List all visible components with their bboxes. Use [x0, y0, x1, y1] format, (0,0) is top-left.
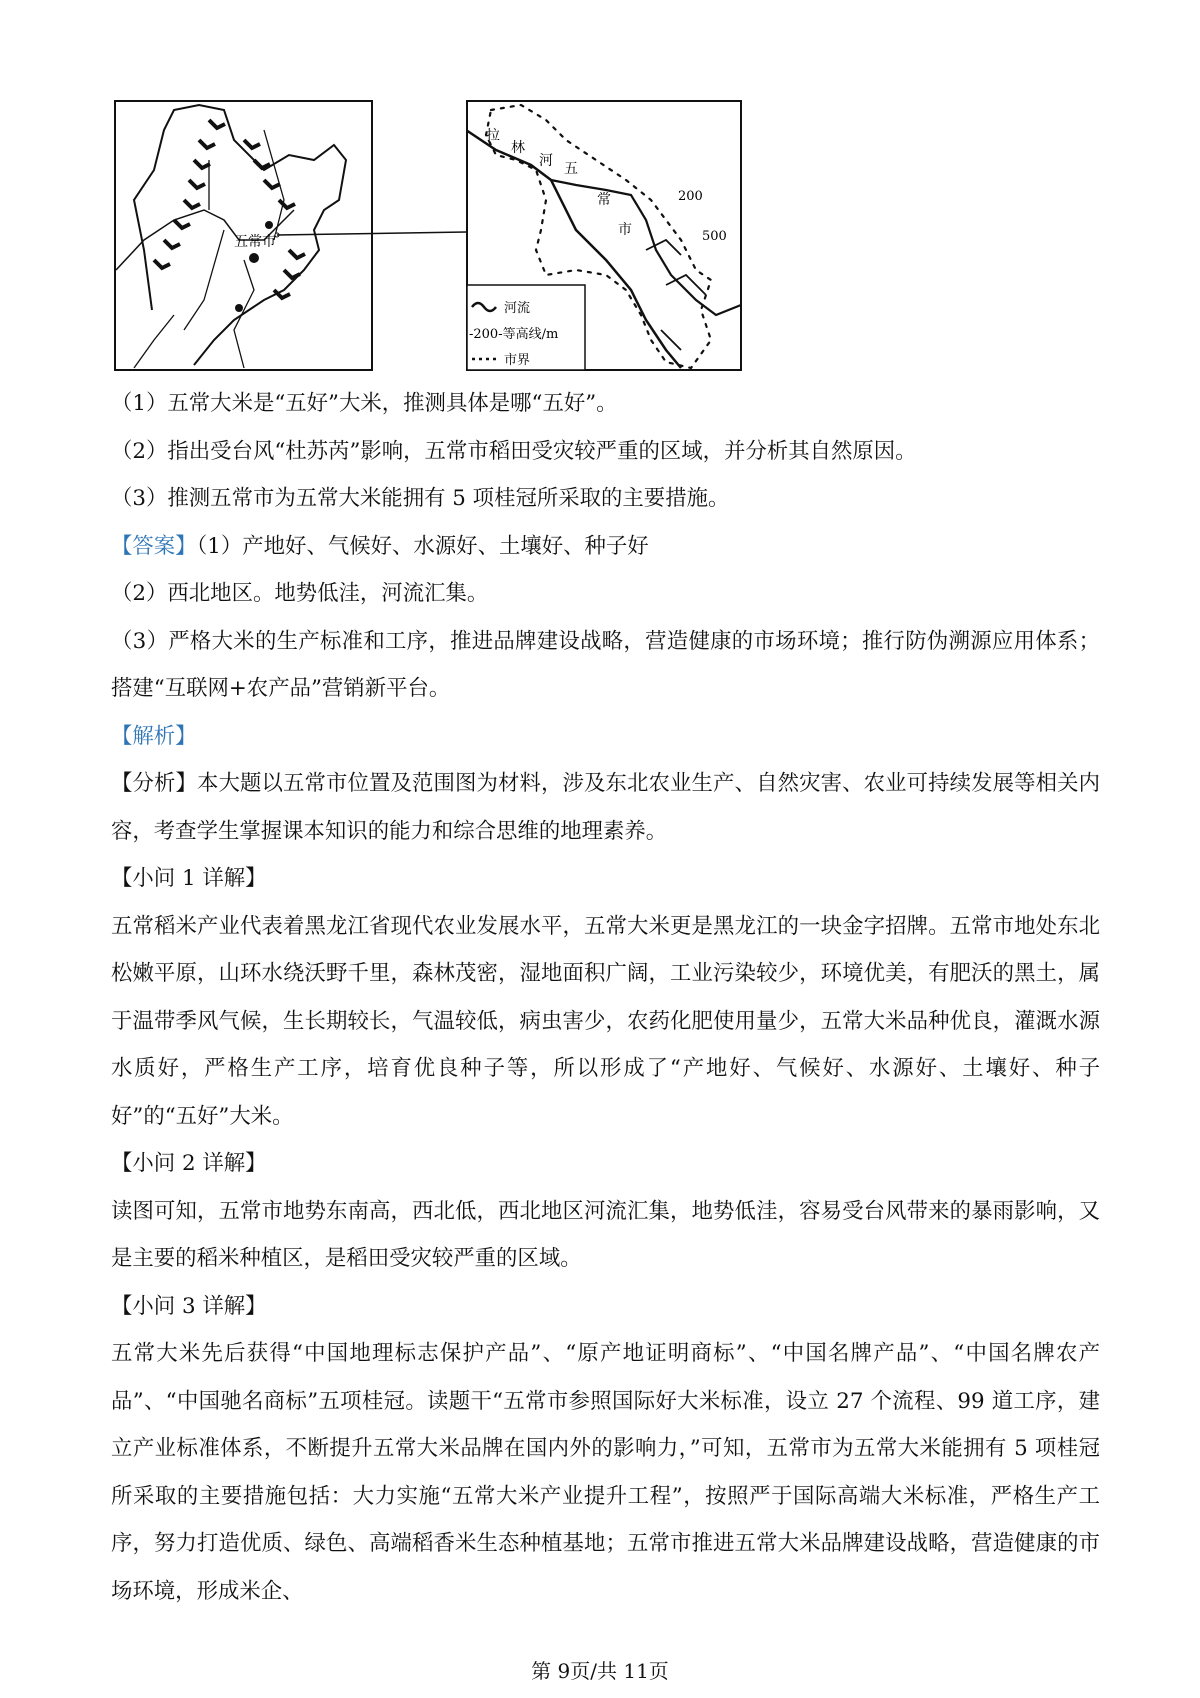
answer-2: （2）西北地区。地势低洼，河流汇集。	[111, 581, 489, 606]
answer-3: （3）严格大米的生产标准和工序，推进品牌建设战略，营造健康的市场环境；推行防伪溯源应用体系；搭建“互联网+农产品”营销新平台。	[111, 628, 1100, 701]
question-2: （2）指出受台风“杜苏芮”影响，五常市稻田受灾较严重的区域，并分析其自然原因。	[111, 438, 917, 464]
wuchang-label: 五常市	[234, 234, 276, 250]
location-map	[114, 100, 373, 371]
map-label: 市	[618, 222, 632, 238]
sub3-title: 【小问 3 详解】	[111, 1293, 267, 1319]
sub2-text: 读图可知，五常市地势东南高，西北低，西北地区河流汇集，地势低洼，容易受台风带来的暴雨影响，又是主要的稻米种植区，是稻田受灾较严重的区域。	[111, 1198, 1100, 1271]
analysis-label: 【解析】	[111, 723, 197, 749]
map-label: 五	[564, 161, 578, 177]
map-label: 河	[539, 153, 553, 169]
contour-label: 200	[678, 189, 703, 204]
legend-river: 河流	[504, 301, 531, 316]
contour-label: 500	[702, 229, 727, 244]
sub2-title: 【小问 2 详解】	[111, 1151, 267, 1176]
question-1: （1）五常大米是“五好”大米，推测具体是哪“五好”。	[111, 391, 618, 416]
legend-contour: -200-等高线/m	[469, 327, 559, 342]
map-label: 常	[597, 192, 611, 208]
map-label: 林	[511, 140, 525, 156]
document-body	[111, 380, 1100, 1615]
legend	[467, 285, 585, 370]
analysis-summary: 【分析】本大题以五常市位置及范围图为材料，涉及东北农业生产、自然灾害、农业可持续发展等相关内容，考查学生掌握课本知识的能力和综合思维的地理素养。	[111, 771, 1100, 844]
legend-boundary: 市界	[504, 353, 531, 368]
map-label: 拉	[486, 128, 500, 144]
answer-text: （1）产地好、气候好、水源好、土壤好、种子好	[196, 533, 649, 559]
answer-label: 【答案】	[111, 533, 197, 559]
sub3-text: 五常大米先后获得“中国地理标志保护产品”、“原产地证明商标”、“中国名牌产品”、“中国名牌农产品”、“中国驰名商标”五项桂冠。读题干“五常市参照国际好大米标准，设立 27 个流程、99 道工序，建立产业标准体系，不断提升五常大米品牌在国内外的影响力，”可知，五常市为五常大米能拥有 5 项桂冠所采取的主要措施包括：大力实施“五常大米产业提升工程”，按照严于国际高端大米标准，严格生产工序，努力打造优质、绿色、高端稻香米生态种植基地；五常市推进五常大米品牌建设战略，营造健康的市场环境，形成米企、	[111, 1341, 1100, 1604]
sub1-text: 五常稻米产业代表着黑龙江省现代农业发展水平，五常大米更是黑龙江的一块金字招牌。五常市地处东北松嫩平原，山环水绕沃野千里，森林茂密，湿地面积广阔，工业污染较少，环境优美，有肥沃的黑土，属于温带季风气候，生长期较长，气温较低，病虫害少，农药化肥使用量少，五常大米品种优良，灌溉水源水质好，严格生产工序，培育优良种子等，所以形成了“产地好、气候好、水源好、土壤好、种子好”的“五好”大米。	[111, 913, 1100, 1129]
wuchang-detail-map	[466, 100, 742, 371]
sub1-title: 【小问 1 详解】	[111, 866, 267, 891]
page-number: 第 9页/共 11页	[531, 1659, 669, 1683]
question-3: （3）推测五常市为五常大米能拥有 5 项桂冠所采取的主要措施。	[111, 486, 730, 511]
answer-1	[111, 523, 1100, 571]
